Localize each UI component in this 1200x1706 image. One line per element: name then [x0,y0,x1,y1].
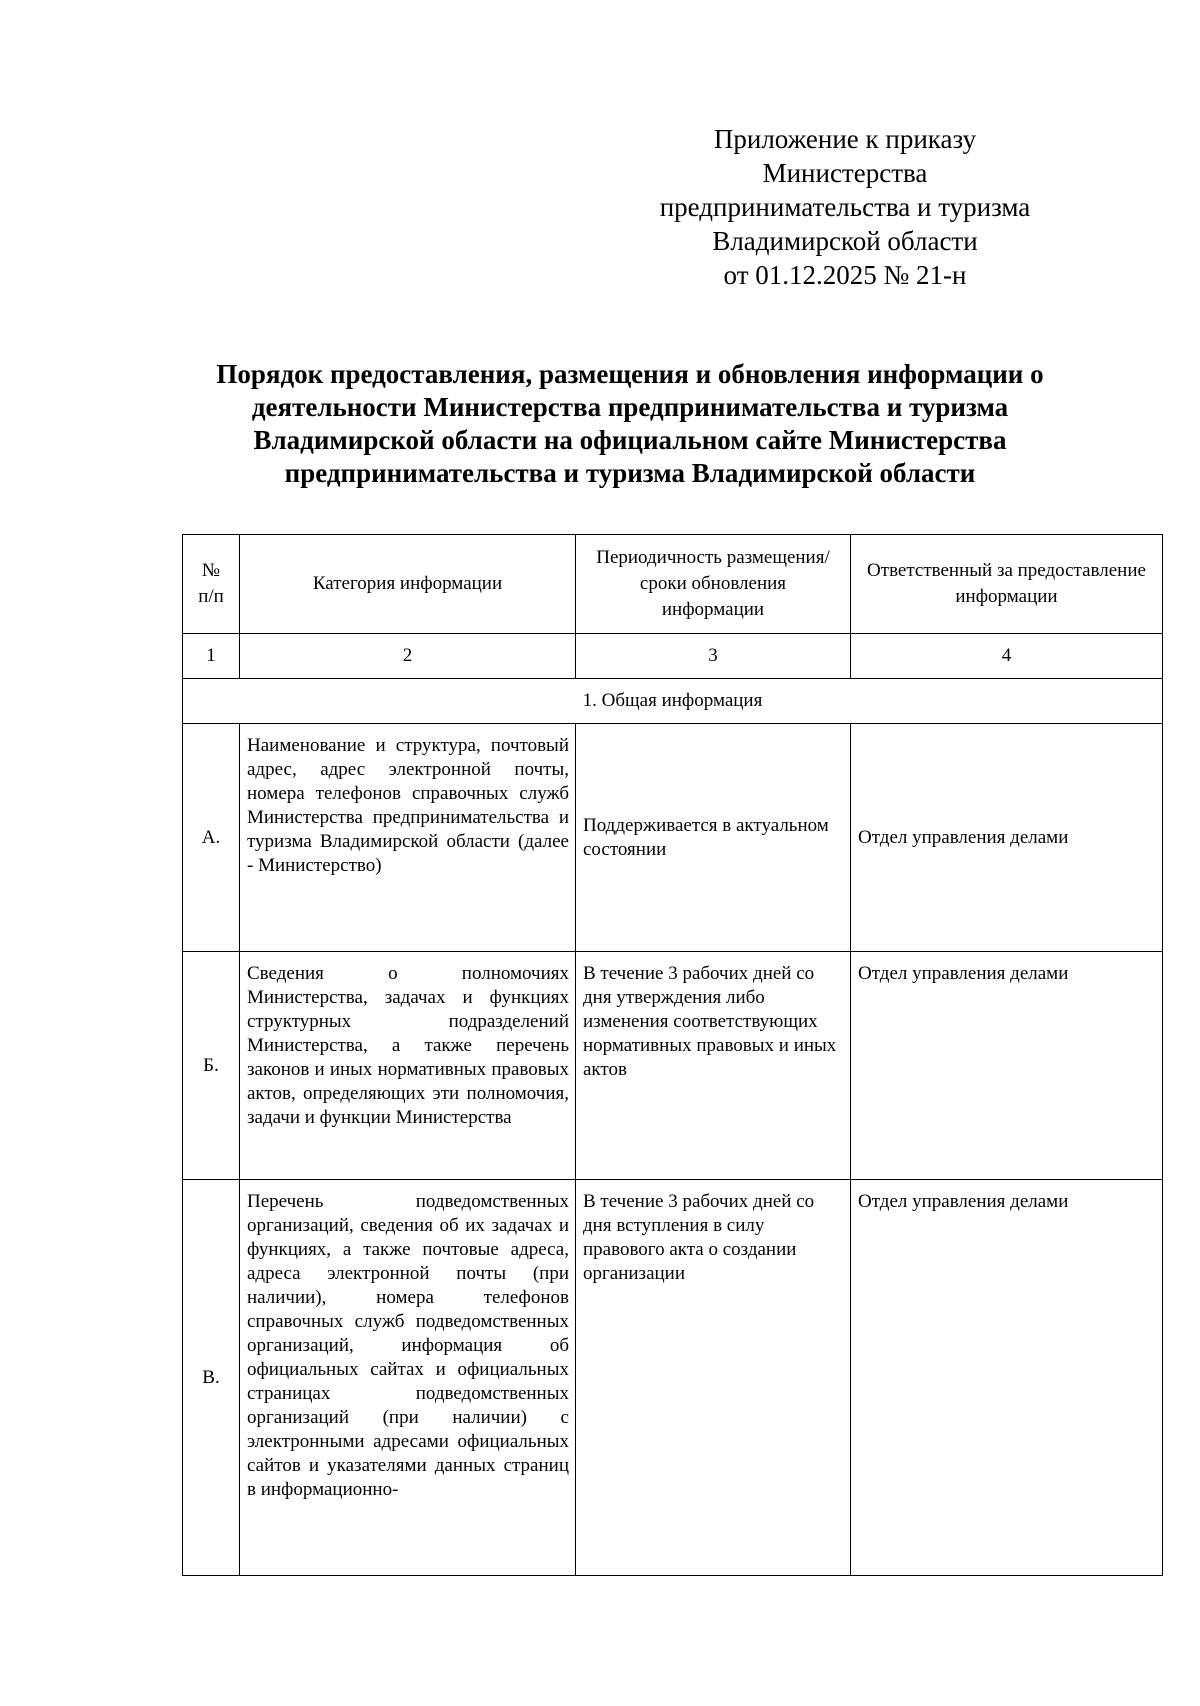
title-line: предпринимательства и туризма Владимирской области [284,458,976,488]
row-category: Перечень подведомственных организаций, сведения об их задачах и функциях, а также почтовые адреса, адреса электронной почты (при наличии), номера телефонов справочных служб подведомственных организаций, информация об официальных сайтах и официальных страницах подведомственных организаций (при наличии) с электронными адресами официальных сайтов и указателями данных страниц в информационно- [240,1180,576,1576]
row-category: Наименование и структура, почтовый адрес, адрес электронной почты, номера телефонов справочных служб Министерства предпринимательства и туризма Владимирской области (далее - Министерство) [240,724,576,952]
title-line: Порядок предоставления, размещения и обновления информации о [216,359,1044,389]
column-number-row [183,634,1163,679]
row-period: Поддерживается в актуальном состоянии [576,724,851,952]
appendix-line: Министерства [762,158,928,188]
appendix-line: предпринимательства и туризма [659,192,1031,222]
title-line: деятельности Министерства предпринимательства и туризма [251,392,1009,422]
header-period: Периодичность размещения/ сроки обновления информации [576,535,851,634]
appendix-block [650,122,1040,292]
column-number: 3 [576,634,851,679]
row-responsible: Отдел управления делами [851,724,1163,952]
section-row [183,679,1163,724]
row-period: В течение 3 рабочих дней со дня вступления в силу правового акта о создании организации [576,1180,851,1576]
table-row [183,952,1163,1180]
table-header-row [183,535,1163,634]
document-title [170,358,1090,490]
title-line: Владимирской области на официальном сайте Министерства [253,425,1007,455]
header-responsible: Ответственный за предоставление информации [851,535,1163,634]
appendix-line: Приложение к приказу [713,124,977,154]
column-number: 1 [183,634,240,679]
table-row [183,1180,1163,1576]
row-number: А. [183,724,240,952]
row-category: Сведения о полномочиях Министерства, задачах и функциях структурных подразделений Министерства, а также перечень законов и иных нормативных правовых актов, определяющих эти полномочия, задачи и функции Министерства [240,952,576,1180]
row-number: В. [183,1180,240,1576]
section-title: 1. Общая информация [183,679,1163,724]
header-num: № п/п [183,535,240,634]
header-category: Категория информации [240,535,576,634]
row-responsible: Отдел управления делами [851,1180,1163,1576]
column-number: 4 [851,634,1163,679]
row-period: В течение 3 рабочих дней со дня утверждения либо изменения соответствующих нормативных правовых и иных актов [576,952,851,1180]
table-row [183,724,1163,952]
column-number: 2 [240,634,576,679]
appendix-line: Владимирской области [712,226,978,256]
row-number: Б. [183,952,240,1180]
information-table [182,534,1163,1576]
row-responsible: Отдел управления делами [851,952,1163,1180]
appendix-line: от 01.12.2025 № 21-н [723,260,967,290]
